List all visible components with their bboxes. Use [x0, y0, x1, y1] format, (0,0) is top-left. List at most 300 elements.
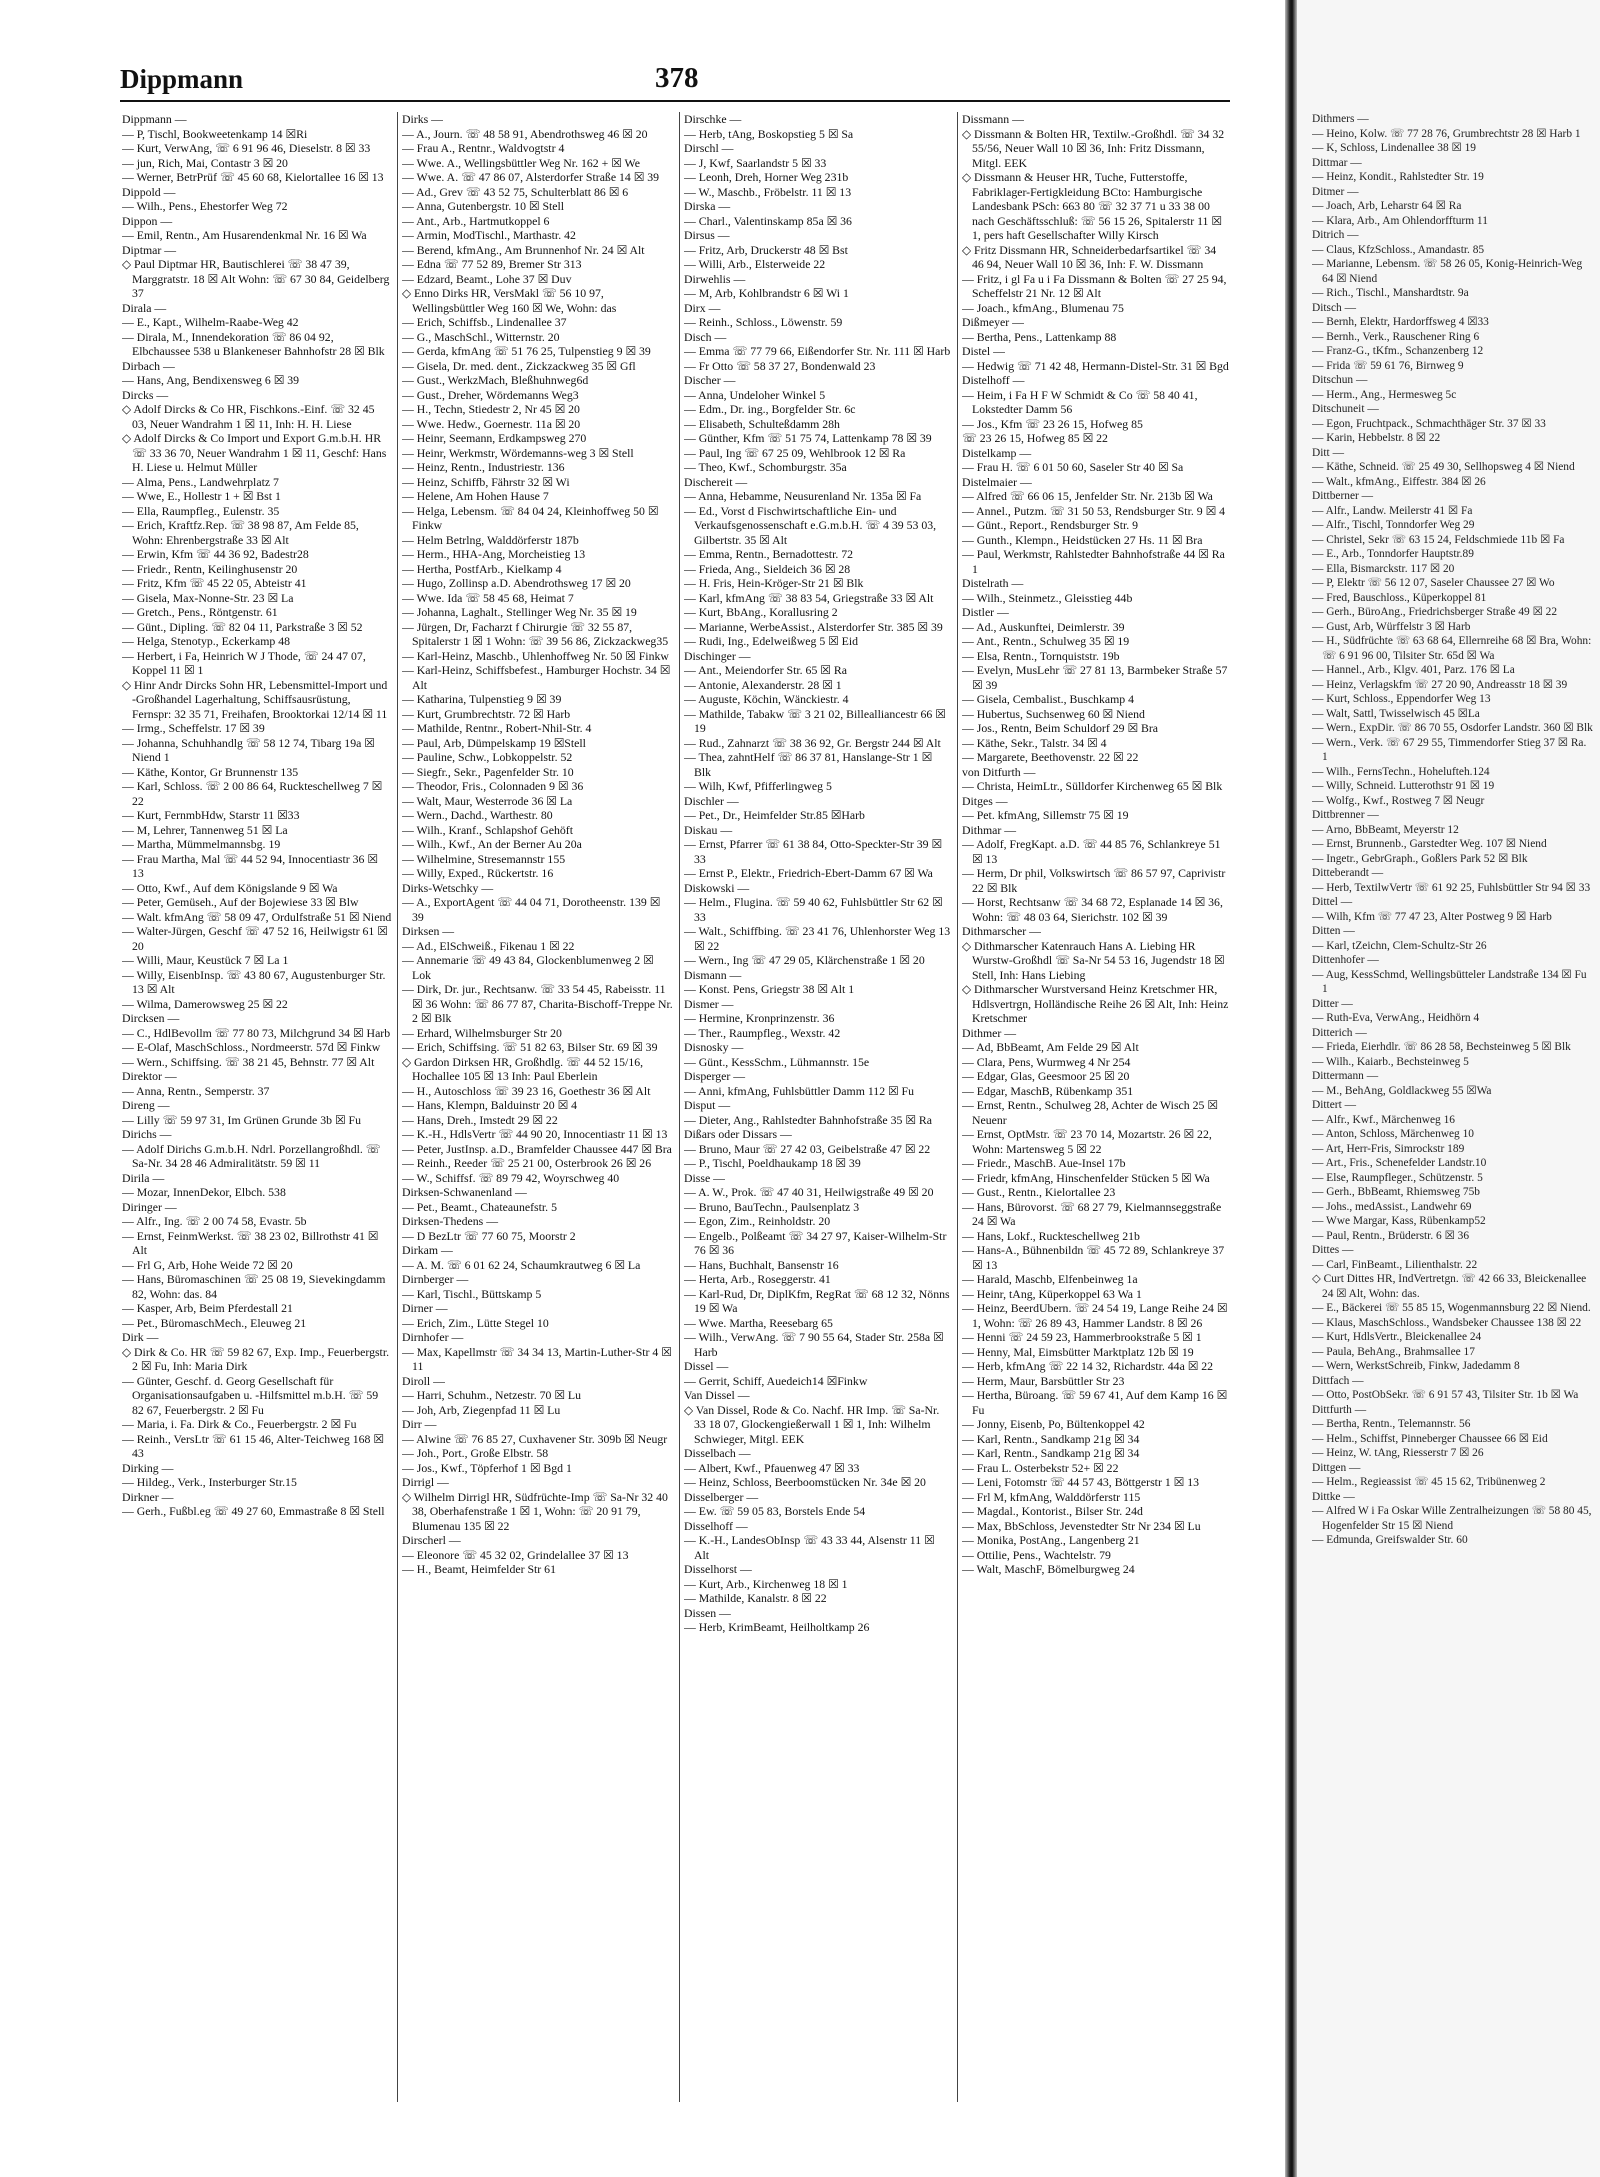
directory-entry: — Evelyn, MusLehr ☏ 27 81 13, Barmbeker Straße 57 ☒ 39: [962, 663, 1228, 692]
directory-entry: — G., MaschSchl., Witternstr. 20: [402, 329, 560, 344]
directory-entry: — Wilma, Damerowsweg 25 ☒ 22: [122, 996, 288, 1011]
directory-entry: — Fr Otto ☏ 58 37 27, Bondenwald 23: [684, 358, 876, 373]
directory-entry: — Gisela, Cembalist., Buschkamp 4: [962, 692, 1135, 706]
directory-entry: — jun, Rich, Mai, Contastr 3 ☒ 20: [122, 155, 288, 170]
surname-heading: Diringer —: [122, 1199, 177, 1214]
directory-entry: — Helm., Regieassist ☏ 45 15 62, Tribünenweg 2: [1312, 1476, 1546, 1488]
directory-entry: — Klaus, MaschSchloss., Wandsbeker Chaussee 138 ☒ 22: [1312, 1316, 1582, 1329]
directory-entry: — Charl., Valentinskamp 85a ☒ 36: [684, 213, 852, 228]
directory-entry: — Reinh., Reeder ☏ 25 21 00, Osterbrook 26 ☒ 26: [402, 1156, 652, 1170]
directory-entry: — Pet., BüromaschMech., Eleuweg 21: [122, 1315, 307, 1330]
directory-entry: — W., Maschb., Fröbelstr. 11 ☒ 13: [684, 184, 852, 199]
directory-entry: — Herm, Maur, Barsbüttler Str 23: [962, 1373, 1125, 1388]
directory-entry: — Käthe, Kontor, Gr Brunnenstr 135: [122, 764, 299, 779]
directory-entry: — M., BehAng, Goldlackweg 55 ☒Wa: [1312, 1084, 1492, 1097]
surname-heading: Dirrigl —: [402, 1475, 449, 1489]
directory-entry: — Walt., Schiffbing. ☏ 23 41 76, Uhlenhorster Weg 13 ☒ 22: [684, 924, 951, 953]
directory-entry: — Heinz, Schloss, Beerboomstücken Nr. 34e ☒ 20: [684, 1475, 926, 1489]
directory-entry: — Rich., Tischl., Manshardtstr. 9a: [1312, 287, 1469, 299]
directory-entry: — Klara, Arb., Am Ohlendorffturm 11: [1312, 214, 1488, 227]
directory-entry: — Erich, Kraftfz.Rep. ☏ 38 98 87, Am Felde 85, Wohn: Ehrenbergstraße 33 ☒ Alt: [122, 518, 359, 547]
directory-entry: — H., Autoschloss ☏ 39 23 16, Goethestr 36 ☒ Alt: [402, 1083, 651, 1098]
directory-entry: — Paula, BehAng., Brahmsallee 17: [1312, 1345, 1475, 1358]
directory-entry: — Hans, Lokf., Ruckteschellweg 21b: [962, 1228, 1140, 1243]
surname-heading: Distelmaier —: [962, 474, 1032, 489]
directory-entry: — Joach., kfmAng., Blumenau 75: [962, 300, 1124, 315]
column-divider: [957, 112, 958, 2102]
directory-entry: — E., Bäckerei ☏ 55 85 15, Wogenmannsburg 22 ☒ Niend.: [1312, 1302, 1591, 1314]
surname-heading: Diskau —: [684, 822, 733, 837]
surname-heading: Dittberner —: [1312, 490, 1374, 502]
directory-entry: — Wwe Margar, Kass, Rübenkamp52: [1312, 1215, 1486, 1227]
surname-heading: Dirks —: [402, 112, 443, 126]
surname-heading: Dithmers —: [1312, 113, 1369, 125]
directory-entry: — Karin, Hebbelstr. 8 ☒ 22: [1312, 432, 1441, 444]
directory-entry: — Walt, Sattl, Twisselwisch 45 ☒La: [1312, 707, 1480, 720]
surname-heading: Dippon —: [122, 213, 173, 228]
directory-entry: — Gust., Rentn., Kielortallee 23: [962, 1185, 1116, 1199]
directory-entry: — Willy, Exped., Rückertstr. 16: [402, 866, 554, 880]
surname-heading: Discher —: [684, 373, 736, 387]
directory-entry: — Hans, Buchhalt, Bansenstr 16: [684, 1257, 839, 1272]
directory-entry: — Ernst, Brunnenb., Garstedter Weg. 107 ☒ Niend: [1312, 838, 1547, 850]
surname-heading: Dirx —: [684, 300, 721, 315]
surname-heading: von Ditfurth —: [962, 764, 1036, 779]
directory-entry: — Ant., Arb., Hartmutkoppel 6: [402, 213, 550, 228]
directory-entry: — E-Olaf, MaschSchloss., Nordmeerstr. 57d ☒ Finkw: [122, 1040, 381, 1054]
surname-heading: Dirscherl —: [402, 1533, 461, 1547]
surname-heading: Dirila —: [122, 1170, 165, 1185]
directory-entry: — Anni, kfmAng, Fuhlsbüttler Damm 112 ☒ Fu: [684, 1083, 915, 1098]
page-number: 378: [655, 62, 699, 94]
directory-entry: — Wwe, E., Hollestr 1 + ☒ Bst 1: [122, 489, 281, 503]
directory-entry: — Dieter, Ang., Rahlstedter Bahnhofstraße 35 ☒ Ra: [684, 1112, 932, 1127]
directory-entry: — Hertha, Büroang. ☏ 59 67 41, Auf dem Kamp 16 ☒ Fu: [962, 1388, 1228, 1417]
directory-entry: — Christa, HeimLtr., Sülldorfer Kirchenweg 65 ☒ Blk: [962, 779, 1223, 793]
column-divider: [679, 112, 680, 2102]
directory-entry: — Ant., Meiendorfer Str. 65 ☒ Ra: [684, 663, 847, 677]
directory-entry: — Clara, Pens, Wurmweg 4 Nr 254: [962, 1054, 1131, 1069]
surname-heading: Dittfurth —: [1312, 1403, 1367, 1416]
surname-heading: Dirr —: [402, 1417, 437, 1431]
surname-heading: Dirichs —: [122, 1127, 172, 1141]
directory-entry: — Pet. kfmAng, Sillemstr 75 ☒ 19: [962, 808, 1129, 822]
directory-entry: — Ther., Raumpfleg., Wexstr. 42: [684, 1025, 841, 1040]
directory-entry: — Frieda, Ang., Sieldeich 36 ☒ 28: [684, 561, 851, 576]
directory-entry: — Karl, Rentn., Sandkamp 21g ☒ 34: [962, 1446, 1140, 1460]
surname-heading: Dirks-Wetschky —: [402, 880, 494, 895]
directory-entry: — Ernst, FeinmWerkst. ☏ 38 23 02, Billrothstr 41 ☒ Alt: [122, 1228, 379, 1257]
directory-entry: — Herta, Arb., Roseggerstr. 41: [684, 1272, 831, 1286]
directory-entry: — Edzard, Beamt., Lohe 37 ☒ Duv: [402, 271, 572, 286]
directory-entry: — Alfred W i Fa Oskar Wille Zentralheizungen ☏ 58 80 45, Hogenfelder Str 15 ☒ Niend: [1312, 1505, 1592, 1532]
directory-entry: — C., HdlBevollm ☏ 77 80 73, Milchgrund 34 ☒ Harb: [122, 1025, 391, 1040]
surname-heading: Dittert —: [1312, 1099, 1356, 1111]
surname-heading: Distelhoff —: [962, 373, 1025, 387]
directory-entry: — Werner, BetrPrüf ☏ 45 60 68, Kielortallee 16 ☒ 13: [122, 170, 384, 184]
directory-entry: — Wilh., Kaiarb., Bechsteinweg 5: [1312, 1055, 1469, 1068]
directory-entry: — Kurt, Grumbrechtstr. 72 ☒ Harb: [402, 706, 571, 721]
directory-entry: — Heinr, tAng, Küperkoppel 63 Wa 1: [962, 1286, 1142, 1301]
directory-entry: — Hans, Bürovorst. ☏ 68 27 79, Kielmannseggstraße 24 ☒ Wa: [962, 1199, 1222, 1228]
header-name: Dippmann: [120, 64, 244, 94]
directory-entry: — Edgar, Glas, Geesmoor 25 ☒ 20: [962, 1069, 1130, 1083]
directory-entry: — Heinz, Schiffb, Fährstr 32 ☒ Wi: [402, 474, 570, 489]
directory-entry: — Erich, Schiffsb., Lindenallee 37: [402, 315, 567, 329]
directory-entry: — Heino, Kolw. ☏ 77 28 76, Grumbrechtstr 28 ☒ Harb 1: [1312, 127, 1581, 140]
directory-entry: — Karl, Rentn., Sandkamp 21g ☒ 34: [962, 1431, 1140, 1446]
surname-heading: Direng —: [122, 1098, 170, 1112]
directory-entry: ◇ Curt Dittes HR, IndVertretgn. ☏ 42 66 33, Bleickenallee 24 ☒ Alt, Wohn: das.: [1312, 1273, 1587, 1300]
surname-heading: Dircks —: [122, 387, 169, 402]
directory-entry: — Hans-A., Bühnenbildn ☏ 45 72 89, Schlankreye 37 ☒ 13: [962, 1243, 1225, 1272]
directory-entry: — Alfr., Landw. Meilerstr 41 ☒ Fa: [1312, 504, 1473, 517]
directory-entry: ◇ Dissmann & Bolten HR, Textilw.-Großhdl. ☏ 34 32 55/56, Neuer Wall 10 ☒ 36, Inh: Fritz Dissmann, Mitgl. EEK: [962, 126, 1225, 170]
directory-entry: — Heinz, Verlagskfm ☏ 27 20 90, Andreasstr 18 ☒ 39: [1312, 678, 1568, 691]
directory-entry: — Jos., Kwf., Töpferhof 1 ☒ Bgd 1: [402, 1460, 572, 1475]
directory-entry: — Leonh, Dreh, Horner Weg 231b: [684, 170, 849, 184]
surname-heading: Ditschuneit —: [1312, 403, 1379, 415]
directory-entry: — Thea, zahntHelf ☏ 86 37 81, Hanslange-Str 1 ☒ Blk: [684, 750, 933, 779]
surname-heading: Dippmann —: [122, 112, 187, 126]
directory-entry: — P, Tischl, Bookweetenkamp 14 ☒Ri: [122, 126, 308, 141]
directory-entry: — Mathilde, Tabakw ☏ 3 21 02, Billealliancestr 66 ☒ 19: [684, 706, 946, 735]
directory-entry: — Günt., Report., Rendsburger Str. 9: [962, 518, 1139, 532]
column-4: [962, 112, 1230, 2132]
directory-entry: — Karl, Schloss. ☏ 2 00 86 64, Ruckteschellweg 7 ☒ 22: [122, 779, 383, 808]
directory-entry: — Dirk, Dr. jur., Rechtsanw. ☏ 33 54 45, Rabeisstr. 11 ☒ 36 Wohn: ☏ 86 77 87, Charita-Bischoff-Treppe Nr. 2 ☒ Blk: [402, 982, 673, 1025]
directory-entry: — Wilh, Kfm ☏ 77 47 23, Alter Postweg 9 ☒ Harb: [1312, 910, 1552, 923]
surname-heading: Dirska —: [684, 199, 731, 213]
directory-entry: — Ella, Raumpfleg., Eulenstr. 35: [122, 503, 280, 518]
directory-entry: — Günt., KessSchm., Lühmannstr. 15e: [684, 1054, 870, 1069]
directory-entry: — Wilh., Pens., Ehestorfer Weg 72: [122, 199, 288, 213]
directory-entry: — Willi, Arb., Elsterweide 22: [684, 257, 826, 271]
surname-heading: Dittbrenner —: [1312, 809, 1379, 821]
directory-entry: — Günther, Kfm ☏ 51 75 74, Lattenkamp 78 ☒ 39: [684, 431, 932, 445]
directory-entry: — Annemarie ☏ 49 43 84, Glockenblumenweg 2 ☒ Lok: [402, 953, 654, 982]
directory-entry: — Art., Fris., Schenefelder Landstr.10: [1312, 1157, 1487, 1169]
directory-entry: — Ingetr., GebrGraph., Goßlers Park 52 ☒ Blk: [1312, 852, 1528, 865]
directory-entry: — Joach, Arb, Leharstr 64 ☒ Ra: [1312, 200, 1462, 212]
directory-entry: — Adolf Dirichs G.m.b.H. Ndrl. Porzellangroßhdl. ☏ Sa-Nr. 34 28 46 Admiralitätstr. 59 ☒ 11: [122, 1141, 381, 1170]
directory-entry: — Helga, Stenotyp., Eckerkamp 48: [122, 634, 291, 648]
directory-entry: — Irmg., Scheffelstr. 17 ☒ 39: [122, 721, 265, 735]
directory-entry: — Ernst, Rentn., Schulweg 28, Achter de Wisch 25 ☒ Neuenr: [962, 1098, 1218, 1127]
directory-entry: — Aug, KessSchmd, Wellingsbütteler Landstraße 134 ☒ Fu 1: [1312, 968, 1587, 995]
directory-entry: — Reinh., VersLtr ☏ 61 15 46, Alter-Teichweg 168 ☒ 43: [122, 1431, 384, 1460]
surname-heading: Disselhoff —: [684, 1518, 748, 1533]
surname-heading: Dirkam —: [402, 1243, 453, 1257]
directory-entry: — Friedr., MaschB. Aue-Insel 17b: [962, 1156, 1126, 1170]
surname-heading: Disnosky —: [684, 1040, 744, 1054]
directory-entry: — Jonny, Eisenb, Po, Bültenkoppel 42: [962, 1417, 1145, 1431]
surname-heading: Dittes —: [1312, 1244, 1354, 1256]
directory-entry: — Ottilie, Pens., Wachtelstr. 79: [962, 1547, 1111, 1562]
directory-entry: — Ruth-Eva, VerwAng., Heidhörn 4: [1312, 1012, 1480, 1024]
column-1: [122, 112, 392, 2132]
surname-heading: Dirnhofer —: [402, 1330, 464, 1344]
directory-entry: — Hans, Klempn, Balduinstr 20 ☒ 4: [402, 1098, 578, 1112]
directory-entry: — M, Lehrer, Tannenweg 51 ☒ La: [122, 822, 288, 837]
directory-entry: ◇ Dithmarscher Katenrauch Hans A. Liebing HR Wurstw-Großhdl ☏ Sa-Nr 54 53 16, Jugendstr 18 ☒ Stell, Inh: Hans Liebing: [962, 938, 1225, 982]
directory-entry: — Fritz, Kfm ☏ 45 22 05, Abteistr 41: [122, 576, 307, 590]
directory-entry: — Fritz, Arb, Druckerstr 48 ☒ Bst: [684, 242, 848, 257]
directory-entry: — Frieda, Eierhdlr. ☏ 86 28 58, Bechsteinweg 5 ☒ Blk: [1312, 1041, 1571, 1053]
directory-entry: — Gisela, Dr. med. dent., Zickzackweg 35 ☒ Gfl: [402, 358, 636, 373]
directory-entry: — Willy, EisenbInsp. ☏ 43 80 67, Augustenburger Str. 13 ☒ Alt: [122, 967, 386, 996]
surname-heading: Dirk —: [122, 1330, 159, 1344]
directory-entry: — Antonie, Alexanderstr. 28 ☒ 1: [684, 677, 842, 692]
directory-entry: — Mathilde, Rentnr., Robert-Nhil-Str. 4: [402, 721, 592, 735]
directory-entry: — Wilh., FernsTechn., Hohelufteh.124: [1312, 765, 1490, 778]
directory-entry: — K.-H., HdlsVertr ☏ 44 90 20, Innocentiastr 11 ☒ 13: [402, 1127, 668, 1141]
directory-entry: — Henny, Mal, Eimsbütter Marktplatz 12b ☒ 19: [962, 1344, 1194, 1359]
directory-entry: — Johanna, Laghalt., Stellinger Weg Nr. 35 ☒ 19: [402, 605, 637, 619]
directory-entry: — Hedwig ☏ 71 42 48, Hermann-Distel-Str. 31 ☒ Bgd: [962, 358, 1229, 373]
directory-entry: — Karl, kfmAng ☏ 38 83 54, Griegstraße 33 ☒ Alt: [684, 590, 934, 605]
directory-entry: — Herb, KrimBeamt, Heilholtkamp 26: [684, 1620, 870, 1634]
directory-entry: — Walter-Jürgen, Geschf ☏ 47 52 16, Heilwigstr 61 ☒ 20: [122, 924, 388, 953]
directory-entry: ☏ 23 26 15, Hofweg 85 ☒ 22: [962, 431, 1108, 445]
directory-entry: — Karl-Rud, Dr, DiplKfm, RegRat ☏ 68 12 32, Nönns 19 ☒ Wa: [684, 1286, 950, 1315]
directory-entry: — Marianne, WerbeAssist., Alsterdorfer Str. 385 ☒ 39: [684, 619, 943, 634]
directory-entry: — Fred, Bauschloss., Küperkoppel 81: [1312, 591, 1487, 604]
directory-entry: — Walt., kfmAng., Eiffestr. 384 ☒ 26: [1312, 475, 1486, 488]
directory-entry: — Gunth., Klempn., Heidstücken 27 Hs. 11 ☒ Bra: [962, 532, 1203, 547]
directory-entry: — Wern., ExpDir. ☏ 86 70 55, Osdorfer Landstr. 360 ☒ Blk: [1312, 722, 1593, 734]
directory-entry: — Gerda, kfmAng ☏ 51 76 25, Tulpenstieg 9 ☒ 39: [402, 344, 651, 358]
directory-entry: — Christel, Sekr ☏ 63 15 24, Feldschmiede 11b ☒ Fa: [1312, 533, 1565, 546]
directory-entry: — Frau Martha, Mal ☏ 44 52 94, Innocentiastr 36 ☒ 13: [122, 851, 378, 880]
directory-entry: ◇ Hinr Andr Dircks Sohn HR, Lebensmittel-Import und -Großhandel Lagerhaltung, Schiffsausrüstung, Fernspr: 32 35 71, Freihafen, Brooktorkai 12/14 ☒ 11: [122, 677, 388, 721]
directory-entry: — Walt. kfmAng ☏ 58 09 47, Ordulfstraße 51 ☒ Niend: [122, 909, 392, 924]
directory-entry: — Erich, Schiffsing. ☏ 51 82 63, Bilser Str. 69 ☒ 39: [402, 1040, 658, 1054]
directory-entry: — Kurt, VerwAng, ☏ 6 91 96 46, Dieselstr. 8 ☒ 33: [122, 141, 371, 155]
directory-entry: — Bernh, Elektr, Hardorffsweg 4 ☒33: [1312, 316, 1489, 328]
directory-entry: — Konst. Pens, Griegstr 38 ☒ Alt 1: [684, 982, 855, 996]
directory-entry: — Edgar, MaschB, Rübenkamp 351: [962, 1083, 1134, 1098]
directory-entry: ◇ Adolf Dircks & Co HR, Fischkons.-Einf. ☏ 32 45 03, Neuer Wandrahm 1 ☒ 11, Inh: H. H. Liese: [122, 402, 375, 431]
directory-entry: — Herm., Ang., Hermesweg 5c: [1312, 388, 1457, 401]
directory-entry: — Helm., Schiffst, Pinneberger Chaussee 66 ☒ Eid: [1312, 1432, 1548, 1445]
directory-entry: — Ad., Grev ☏ 43 52 75, Schulterblatt 86 ☒ 6: [402, 184, 629, 199]
directory-entry: — A. W., Prok. ☏ 47 40 31, Heilwigstraße 49 ☒ 20: [684, 1185, 934, 1199]
directory-entry: — Ed., Vorst d Fischwirtschaftliche Ein- und Verkaufsgenossenschaft e.G.m.b.H. ☏ 4 39 53 03, Gilbertstr. 35 ☒ Alt: [684, 503, 937, 547]
directory-entry: ◇ Fritz Dissmann HR, Schneiderbedarfsartikel ☏ 34 46 94, Neuer Wall 10 ☒ 36, Inh: F. W. Dissmann: [962, 242, 1217, 271]
directory-entry: — Heinz, BeerdUbern. ☏ 24 54 19, Lange Reihe 24 ☒ 1, Wohn: ☏ 26 89 43, Hammer Landstr. 8 ☒ 26: [962, 1301, 1228, 1330]
directory-entry: — Dirala, M., Innendekoration ☏ 86 04 92, Elbchaussee 538 u Blankeneser Bahnhofstr 28 ☒ Blk: [122, 329, 385, 358]
surname-heading: Distel —: [962, 344, 1005, 358]
surname-heading: Dithmar —: [962, 822, 1017, 837]
directory-entry: — Wern, WerkstSchreib, Finkw, Jadedamm 8: [1312, 1360, 1520, 1372]
directory-entry: — Emma, Rentn., Bernadottestr. 72: [684, 547, 854, 561]
directory-entry: — J, Kwf, Saarlandstr 5 ☒ 33: [684, 155, 827, 170]
directory-entry: — Walt, Maur, Westerrode 36 ☒ La: [402, 793, 573, 808]
directory-entry: — Hubertus, Suchsenweg 60 ☒ Niend: [962, 706, 1145, 721]
column-3: [684, 112, 952, 2132]
directory-entry: — Gust, Arb, Würffelstr 3 ☒ Harb: [1312, 620, 1471, 633]
directory-entry: — Frida ☏ 59 61 76, Birnweg 9: [1312, 359, 1464, 372]
surname-heading: Ditterich —: [1312, 1026, 1367, 1039]
directory-entry: — Wilh., Steinmetz., Gleisstieg 44b: [962, 590, 1133, 605]
directory-entry: — Wern., Dachd., Warthestr. 80: [402, 808, 553, 822]
surname-heading: Dirala —: [122, 300, 167, 315]
column-divider: [397, 112, 398, 2102]
surname-heading: Dismer —: [684, 996, 734, 1011]
directory-entry: — Kurt, BbAng., Korallusring 2: [684, 605, 838, 619]
directory-entry: — Wilh., Kranf., Schlapshof Gehöft: [402, 822, 573, 837]
directory-entry: — Anna, Hebamme, Neusurenland Nr. 135a ☒ Fa: [684, 489, 922, 503]
surname-heading: Dirschke —: [684, 112, 742, 126]
directory-entry: — Karl-Heinz, Schiffsbefest., Hamburger Hochstr. 34 ☒ Alt: [402, 663, 671, 692]
surname-heading: Dittke —: [1312, 1490, 1355, 1503]
directory-entry: — Elsa, Rentn., Tornquiststr. 19b: [962, 648, 1120, 663]
directory-entry: — Hugo, Zollinsp a.D. Abendrothsweg 17 ☒ 20: [402, 576, 631, 590]
surname-heading: Direktor —: [122, 1069, 177, 1083]
directory-entry: — Walt, MaschF, Bömelburgweg 24: [962, 1562, 1135, 1576]
directory-entry: — Erwin, Kfm ☏ 44 36 92, Badestr28: [122, 547, 309, 561]
directory-entry: — Alfr., Ing. ☏ 2 00 74 58, Evastr. 5b: [122, 1214, 307, 1228]
directory-entry: — H., Südfrüchte ☏ 63 68 64, Ellernreihe 68 ☒ Bra, Wohn: ☏ 6 91 96 00, Tilsiter Str. 65d ☒ Wa: [1312, 635, 1592, 662]
directory-entry: — Horst, Rechtsanw ☏ 34 68 72, Esplanade 14 ☒ 36, Wohn: ☏ 48 03 64, Sierichstr. 102 ☒ 39: [962, 895, 1223, 924]
directory-entry: — Wwe. Hedw., Goernestr. 11a ☒ 20: [402, 416, 581, 431]
surname-heading: Dittenhofer —: [1312, 954, 1379, 966]
directory-entry: ◇ Adolf Dircks & Co Import und Export G.m.b.H. HR ☏ 33 36 70, Neuer Wandrahm 1 ☒ 11, Geschf: Hans H. Liese u. Helmut Müller: [122, 431, 387, 474]
directory-entry: — Bertha, Rentn., Telemannstr. 56: [1312, 1418, 1471, 1430]
directory-entry: — Annel., Putzm. ☏ 31 50 53, Rendsburger Str. 9 ☒ 4: [962, 503, 1226, 518]
directory-entry: — Anton, Schloss, Märchenweg 10: [1312, 1128, 1474, 1140]
surname-heading: Diroll —: [402, 1373, 445, 1388]
surname-heading: Dischinger —: [684, 648, 751, 663]
directory-entry: — Kurt, HdlsVertr., Bleickenallee 24: [1312, 1331, 1482, 1343]
directory-entry: — Edmunda, Greifswalder Str. 60: [1312, 1534, 1468, 1546]
directory-entry: — Peter, Gemüseh., Auf der Bojewiese 33 ☒ Blw: [122, 895, 359, 909]
directory-entry: — Rudi, Ing., Edelweißweg 5 ☒ Eid: [684, 634, 859, 648]
surname-heading: Dittfach —: [1312, 1374, 1364, 1387]
surname-heading: Disse —: [684, 1170, 725, 1185]
directory-entry: — Hannel., Arb., Klgv. 401, Parz. 176 ☒ La: [1312, 664, 1515, 676]
directory-entry: ◇ Dithmarscher Wurstversand Heinz Kretschmer HR, Hdlsvertrgn, Holländische Reihe 26 ☒ Alt, Inh: Heinz Kretschmer: [962, 982, 1229, 1025]
directory-entry: — Franz-G., tKfm., Schanzenberg 12: [1312, 345, 1484, 357]
surname-heading: Dissel —: [684, 1359, 729, 1373]
directory-entry: — Jürgen, Dr, Facharzt f Chirurgie ☏ 32 55 87, Spitalerstr 1 ☒ 1 Wohn: ☏ 39 56 86, Zickzackweg35: [402, 619, 669, 648]
directory-entry: — Hertha, PostfArb., Kielkamp 4: [402, 561, 562, 576]
directory-entry: — Otto, Kwf., Auf dem Königslande 9 ☒ Wa: [122, 880, 338, 895]
directory-entry: — Alwine ☏ 76 85 27, Cuxhavener Str. 309b ☒ Neugr: [402, 1431, 668, 1446]
directory-entry: — Max, BbSchloss, Jevenstedter Str Nr 234 ☒ Lu: [962, 1518, 1201, 1533]
directory-entry: — Kasper, Arb, Beim Pferdestall 21: [122, 1301, 293, 1315]
directory-entry: — W., Schiffsf. ☏ 89 79 42, Woyrschweg 40: [402, 1170, 620, 1185]
directory-entry: — Kurt, FernmbHdw, Starstr 11 ☒33: [122, 808, 300, 822]
directory-entry: — Albert, Kwf., Pfauenweg 47 ☒ 33: [684, 1460, 860, 1475]
directory-entry: — Ella, Bismarckstr. 117 ☒ 20: [1312, 562, 1455, 575]
directory-entry: — Mozar, InnenDekor, Elbch. 538: [122, 1185, 286, 1199]
directory-entry: — Frau A., Rentnr., Waldvogtstr 4: [402, 141, 565, 155]
directory-entry: — Karl, Tischl., Büttskamp 5: [402, 1286, 542, 1301]
directory-entry: — Ad., Auskunftei, Deimlerstr. 39: [962, 619, 1125, 634]
directory-entry: — Joh., Port., Große Elbstr. 58: [402, 1446, 549, 1460]
surname-heading: Dissmann —: [962, 112, 1024, 126]
surname-heading: Diptmar —: [122, 242, 177, 257]
directory-entry: ◇ Gardon Dirksen HR, Großhdlg. ☏ 44 52 15/16, Hochallee 105 ☒ 13 Inh: Paul Eberlein: [402, 1054, 644, 1083]
directory-entry: — Wwe. Ida ☏ 58 45 68, Heimat 7: [402, 590, 574, 605]
directory-entry: — Paul, Ing ☏ 67 25 09, Wehlbrook 12 ☒ Ra: [684, 445, 906, 460]
directory-entry: — Hans, Dreh., Imstedt 29 ☒ 22: [402, 1112, 558, 1127]
directory-entry: — Wolfg., Kwf., Rostweg 7 ☒ Neugr: [1312, 794, 1485, 807]
directory-entry: — K.-H., LandesObInsp ☏ 43 33 44, Alsenstr 11 ☒ Alt: [684, 1533, 935, 1562]
directory-entry: — Gisela, Max-Nonne-Str. 23 ☒ La: [122, 590, 294, 605]
directory-entry: — Reinh., Schloss., Löwenstr. 59: [684, 315, 843, 329]
surname-heading: Dittermann —: [1312, 1070, 1379, 1082]
surname-heading: Dircksen —: [122, 1011, 180, 1025]
surname-heading: Diskowski —: [684, 880, 750, 895]
directory-entry: — Siegfr., Sekr., Pagenfelder Str. 10: [402, 764, 574, 779]
directory-entry: — Heinz, Rentn., Industriestr. 136: [402, 460, 565, 474]
directory-entry: — Mathilde, Kanalstr. 8 ☒ 22: [684, 1591, 827, 1605]
directory-entry: — Willi, Maur, Keustück 7 ☒ La 1: [122, 953, 289, 967]
directory-entry: — Else, Raumpfleger., Schützenstr. 5: [1312, 1171, 1483, 1184]
directory-entry: — Pet., Dr., Heimfelder Str.85 ☒Harb: [684, 808, 865, 822]
surname-heading: Ditrich —: [1312, 229, 1359, 241]
surname-heading: Dippold —: [122, 184, 176, 199]
directory-entry: — Magdal., Kontorist., Bilser Str. 24d: [962, 1504, 1143, 1518]
directory-entry: — Eleonore ☏ 45 32 02, Grindelallee 37 ☒ 13: [402, 1547, 629, 1562]
directory-entry: — Helga, Lebensm. ☏ 84 04 24, Kleinhoffweg 50 ☒ Finkw: [402, 503, 659, 532]
directory-entry: — Pauline, Schw., Lobkoppelstr. 52: [402, 750, 573, 764]
directory-entry: — Harald, Maschb, Elfenbeinweg 1a: [962, 1272, 1138, 1286]
directory-entry: — A. M. ☏ 6 01 62 24, Schaumkrautweg 6 ☒ La: [402, 1257, 641, 1272]
directory-entry: — Maria, i. Fa. Dirk & Co., Feuerbergstr. 2 ☒ Fu: [122, 1417, 357, 1431]
directory-entry: — Engelb., Polßeamt ☏ 34 27 97, Kaiser-Wilhelm-Str 76 ☒ 36: [684, 1228, 947, 1257]
directory-entry: — Edm., Dr. ing., Borgfelder Str. 6c: [684, 402, 856, 416]
directory-entry: — Adolf, FregKapt. a.D. ☏ 44 85 76, Schlankreye 51 ☒ 13: [962, 837, 1221, 866]
directory-entry: — A., ExportAgent ☏ 44 04 71, Dorotheenstr. 139 ☒ 39: [402, 895, 661, 924]
directory-entry: — Heinr, Werkmstr, Wördemanns-weg 3 ☒ Stell: [402, 445, 634, 460]
surname-heading: Dischereit —: [684, 474, 748, 489]
surname-heading: Ditteberandt —: [1312, 867, 1384, 879]
directory-entry: — Wilh., VerwAng. ☏ 7 90 55 64, Stader Str. 258a ☒ Harb: [684, 1330, 944, 1359]
surname-heading: Dittmar —: [1312, 156, 1362, 169]
directory-entry: — Wern., Ing ☏ 47 29 05, Klärchenstraße 1 ☒ 20: [684, 953, 925, 967]
directory-entry: — Hermine, Kronprinzenstr. 36: [684, 1011, 835, 1025]
directory-entry: — Erich, Zim., Lütte Stegel 10: [402, 1315, 549, 1330]
surname-heading: Dithmarscher —: [962, 924, 1041, 938]
directory-entry: — D BezLtr ☏ 77 60 75, Moorstr 2: [402, 1228, 576, 1243]
directory-entry: — Alfred ☏ 66 06 15, Jenfelder Str. Nr. 213b ☒ Wa: [962, 489, 1213, 503]
surname-heading: Dirksen —: [402, 924, 455, 938]
directory-entry: — Gust., WerkzMach, Bleßhuhnweg6d: [402, 373, 589, 387]
directory-entry: — E., Arb., Tonndorfer Hauptstr.89: [1312, 548, 1474, 560]
directory-entry: — Ernst, OptMstr. ☏ 23 70 14, Mozartstr. 26 ☒ 22, Wohn: Martensweg 5 ☒ 22: [962, 1127, 1212, 1156]
directory-entry: — Bruno, BauTechn., Paulsenplatz 3: [684, 1199, 860, 1214]
directory-entry: — Henni ☏ 24 59 23, Hammerbrookstraße 5 ☒ 1: [962, 1330, 1202, 1344]
directory-entry: — Karl-Heinz, Maschb., Uhlenhoffweg Nr. 50 ☒ Finkw: [402, 648, 669, 663]
directory-entry: — Wern., Verk. ☏ 67 29 55, Timmendorfer Stieg 37 ☒ Ra. 1: [1312, 736, 1587, 763]
directory-entry: — Alfr., Kwf., Märchenweg 16: [1312, 1113, 1455, 1126]
directory-entry: — Ew. ☏ 59 05 83, Borstels Ende 54: [684, 1504, 866, 1518]
directory-entry: — Gust., Dreher, Wördemanns Weg3: [402, 387, 579, 402]
directory-entry: ◇ Enno Dirks HR, VersMakl ☏ 56 10 97, Wellingsbüttler Weg 160 ☒ We, Wohn: das: [402, 286, 617, 315]
directory-entry: — Otto, PostObSekr. ☏ 6 91 57 43, Tilsiter Str. 1b ☒ Wa: [1312, 1389, 1579, 1401]
directory-entry: — Leni, Fotomstr ☏ 44 57 43, Böttgerstr 1 ☒ 13: [962, 1475, 1200, 1489]
surname-heading: Ditsch —: [1312, 301, 1356, 314]
surname-heading: Disselhorst —: [684, 1562, 752, 1576]
directory-entry: — Friedr, kfmAng, Hinschenfelder Stücken 5 ☒ Wa: [962, 1170, 1210, 1185]
directory-entry: — Gerh., BbBeamt, Rhiemsweg 75b: [1312, 1186, 1480, 1198]
directory-entry: — Bruno, Maur ☏ 27 42 03, Geibelstraße 47 ☒ 22: [684, 1141, 931, 1156]
directory-entry: — Helm., Flugina. ☏ 59 40 62, Fuhlsbüttler Str 62 ☒ 33: [684, 895, 943, 924]
